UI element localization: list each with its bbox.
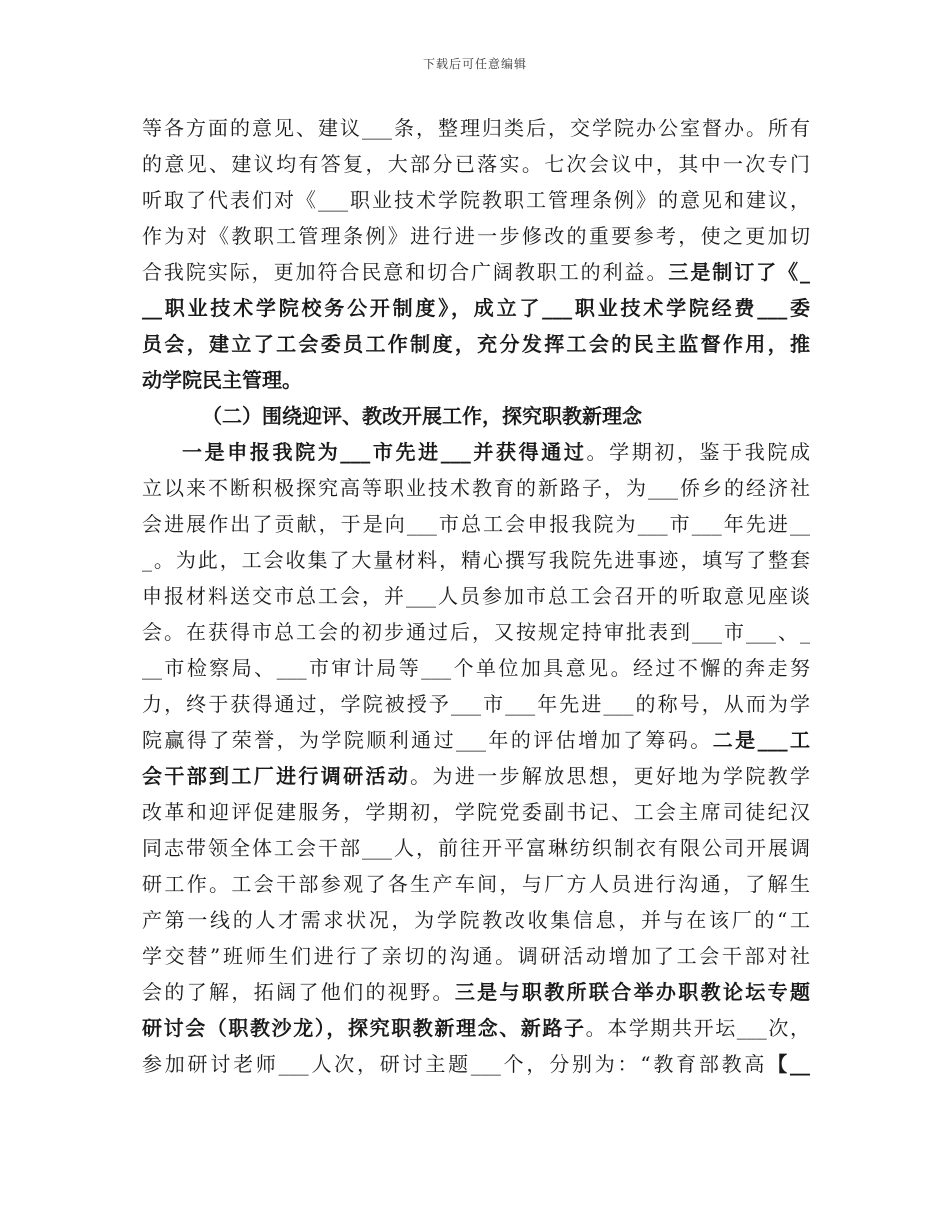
section-heading — [142, 398, 810, 434]
text-line — [142, 362, 810, 398]
text-segment: 会的了解，拓阔了他们的视野。 — [142, 980, 455, 1004]
text-segment: 改革和迎评促建服务，学期初，学院党委副书记、工会主席司徒纪汉 — [142, 800, 810, 824]
text-segment: 的意见、建议均有答复，大部分已落实。七次会议中，其中一次专门 — [142, 152, 810, 176]
bold-text-segment: 研讨会（职教沙龙），探究职教新理念、新路子 — [142, 1016, 586, 1040]
text-segment: 院赢得了荣誉，为学院顺利通过___年的评估增加了筹码。 — [142, 728, 713, 752]
text-line — [142, 506, 810, 542]
page-header: 下载后可任意编辑 — [422, 57, 527, 71]
bold-text-segment: 【__ — [767, 1052, 810, 1076]
text-line — [142, 434, 810, 470]
bold-text-segment: 三是制订了《_ — [668, 260, 810, 284]
text-line — [142, 758, 810, 794]
document-body — [142, 110, 810, 1082]
text-segment: 力，终于获得通过，学院被授予___市___年先进___的称号，从而为学 — [142, 692, 810, 716]
text-line — [142, 830, 810, 866]
text-line — [142, 866, 810, 902]
text-line — [142, 326, 810, 362]
text-line — [142, 182, 810, 218]
bold-text-segment: __职业技术学院校务公开制度》，成立了___职业技术学院经费___委 — [142, 296, 810, 320]
text-segment: 研工作。工会干部参观了各生产车间，与厂方人员进行沟通，了解生 — [142, 872, 810, 896]
text-line — [142, 254, 810, 290]
text-line — [142, 650, 810, 686]
bold-text-segment: 二是___工 — [712, 728, 810, 752]
text-line — [142, 794, 810, 830]
text-segment: 同志带领全体工会干部___人，前往开平富琳纺织制衣有限公司开展调 — [142, 836, 810, 860]
text-line — [142, 1046, 810, 1082]
text-segment: 合我院实际，更加符合民意和切合广阔教职工的利益。 — [142, 260, 669, 284]
text-line — [142, 938, 810, 974]
bold-text-segment: 会干部到工厂进行调研活动 — [142, 764, 411, 788]
text-line — [142, 1010, 810, 1046]
text-line — [142, 470, 810, 506]
text-segment: __市检察局、___市审计局等___个单位加具意见。经过不懈的奔走努 — [142, 656, 810, 680]
text-segment: 产第一线的人才需求状况，为学院教改收集信息，并与在该厂的“工 — [142, 908, 810, 932]
bold-text-segment: 员会，建立了工会委员工作制度，充分发挥工会的民主监督作用，推 — [142, 332, 810, 356]
text-segment: 。为进一步解放思想，更好地为学院教学 — [410, 764, 810, 788]
text-line — [142, 722, 810, 758]
text-line — [142, 290, 810, 326]
text-segment: 。学期初，鉴于我院成 — [586, 440, 810, 464]
bold-text-segment: 动学院民主管理。 — [142, 368, 302, 392]
text-line — [142, 614, 810, 650]
text-line — [142, 218, 810, 254]
text-line — [142, 110, 810, 146]
bold-text-segment: （二）围绕迎评、教改开展工作，探究职教新理念 — [202, 404, 642, 428]
text-line — [142, 902, 810, 938]
text-line — [142, 686, 810, 722]
text-segment: 申报材料送交市总工会，并___人员参加市总工会召开的听取意见座谈 — [142, 584, 810, 608]
text-segment: 参加研讨老师___人次，研讨主题___个，分别为：“教育部教高 — [142, 1052, 768, 1076]
text-segment: 等各方面的意见、建议___条，整理归类后，交学院办公室督办。所有 — [142, 116, 810, 140]
text-line — [142, 578, 810, 614]
text-segment: 立以来不断积极探究高等职业技术教育的新路子，为___侨乡的经济社 — [142, 476, 810, 500]
bold-text-segment: 一是申报我院为___市先进___并获得通过 — [182, 440, 587, 464]
text-line — [142, 542, 810, 578]
text-segment: 学交替”班师生们进行了亲切的沟通。调研活动增加了工会干部对社 — [142, 944, 810, 968]
text-segment: 。本学期共开坛___次， — [585, 1016, 810, 1040]
text-segment: 会进展作出了贡献，于是向___市总工会申报我院为___市___年先进__ — [142, 512, 810, 536]
text-segment: 作为对《教职工管理条例》进行进一步修改的重要参考，使之更加切 — [142, 224, 810, 248]
text-segment: 会。在获得市总工会的初步通过后，又按规定持审批表到___市___、_ — [142, 620, 810, 644]
text-segment: 听取了代表们对《___职业技术学院教职工管理条例》的意见和建议， — [142, 188, 810, 212]
text-line — [142, 974, 810, 1010]
text-segment: _。为此，工会收集了大量材料，精心撰写我院先进事迹，填写了整套 — [142, 548, 810, 572]
text-line — [142, 146, 810, 182]
bold-text-segment: 三是与职教所联合举办职教论坛专题 — [454, 980, 810, 1004]
